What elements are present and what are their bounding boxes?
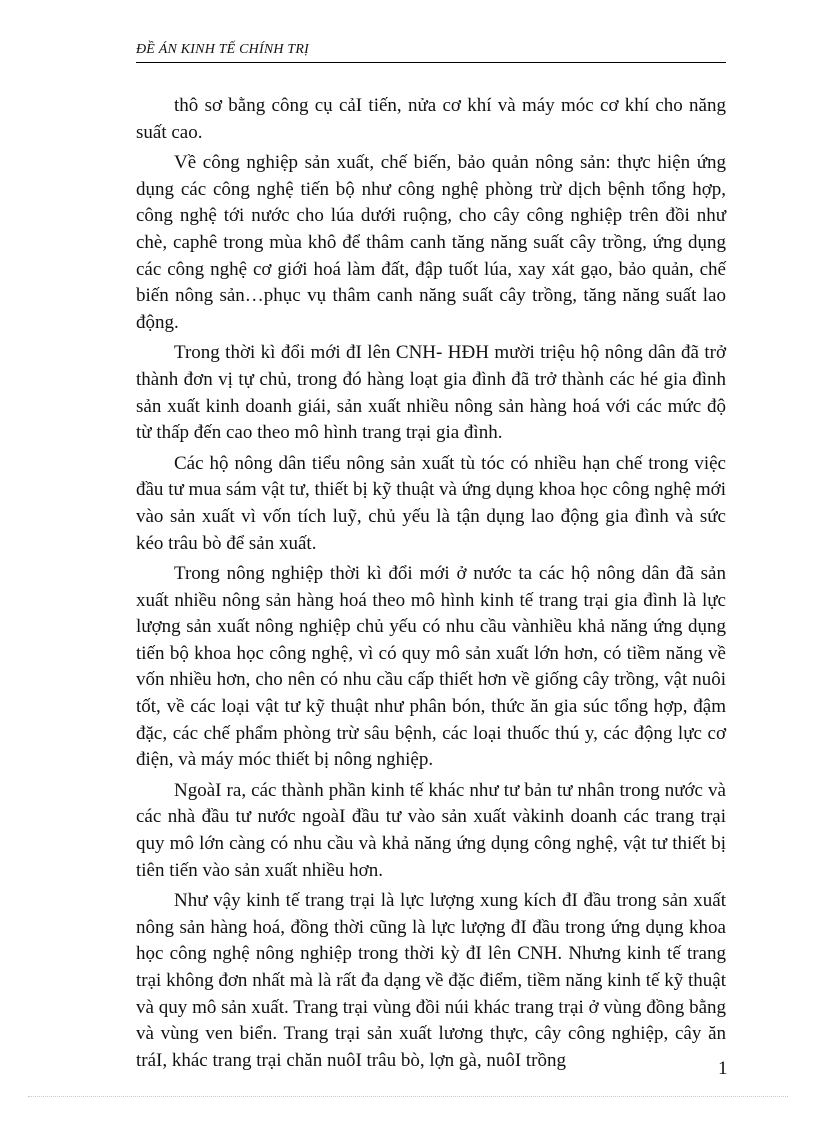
paragraph-continuation: thô sơ bằng công cụ cảI tiến, nửa cơ khí và máy móc cơ khí cho năng suất cao. [136, 95, 726, 143]
paragraph-industry-processing: Về công nghiệp sản xuất, chế biến, bảo quản nông sản: thực hiện ứng dụng các công nghệ tiến bộ như công nghệ phòng trừ dịch bệnh tổng hợp, công nghệ tới nước cho lúa dưới ruộng, cho cây công nghiệp trên đồi như chè, caphê trong mùa khô để thâm canh tăng năng suất cây trồng, ứng dụng các công nghệ cơ giới hoá làm đất, đập tuốt lúa, xay xát gạo, bảo quản, chế biến nông sản…phục vụ thâm canh năng suất cây trồng, tăng năng suất lao động. [136, 152, 726, 333]
paragraph-other-sectors: NgoàI ra, các thành phần kinh tế khác như tư bản tư nhân trong nước và các nhà đầu tư nước ngoàI đầu tư vào sản xuất vàkinh doanh các trang trại quy mô lớn càng có nhu cầu và khả năng ứng dụng công nghệ, vật tư thiết bị tiên tiến vào sản xuất nhiều hơn. [136, 779, 726, 881]
paragraph-family-farms: Trong nông nghiệp thời kì đổi mới ở nước ta các hộ nông dân đã sản xuất nhiều nông sản hàng hoá theo mô hình kinh tế trang trại gia đình là lực lượng sản xuất nông nghiệp chủ yếu có nhu cầu vànhiều khả năng ứng dụng tiến bộ khoa học công nghệ, vì có quy mô sản xuất lớn hơn, có tiềm năng về vốn nhiều hơn, cho nên có nhu cầu cấp thiết hơn về giống cây trồng, vật nuôi tốt, về các loại vật tư kỹ thuật như phân bón, thức ăn gia súc tổng hợp, đậm đặc, các chế phẩm phòng trừ sâu bệnh, các loại thuốc thú y, các động lực cơ điện, và máy móc thiết bị nông nghiệp. [136, 563, 726, 771]
running-header [136, 42, 726, 63]
footer-divider [28, 1096, 788, 1097]
document-body [136, 93, 726, 1078]
paragraph-farm-economy: Như vậy kinh tế trang trại là lực lượng xung kích đI đầu trong sản xuất nông sản hàng hoá, đồng thời cũng là lực lượng đI đầu trong ứng dụng khoa học công nghệ nông nghiệp trong thời kỳ đI lên CNH. Nhưng kinh tế trang trại không đơn nhất mà là rất đa dạng về đặc điểm, tiềm năng kinh tế kỹ thuật và quy mô sản xuất. Trang trại vùng đồi núi khác trang trại ở vùng đồng bằng và vùng ven biển. Trang trại sản xuất lương thực, cây công nghiệp, cây ăn tráI, khác trang trại chăn nuôI trâu bò, lợn gà, nuôI trồng [136, 890, 726, 1071]
header-title: ĐỀ ÁN KINH TẾ CHÍNH TRỊ [136, 42, 309, 57]
paragraph-household-units: Trong thời kì đổi mới đI lên CNH- HĐH mười triệu hộ nông dân đã trở thành đơn vị tự chủ, trong đó hàng loạt gia đình đã trở thành các hé gia đình sản xuất kinh doanh giái, sản xuất nhiều nông sản hàng hoá với các mức độ từ thấp đến cao theo mô hình trang trại gia đình. [136, 342, 726, 444]
page-number: 1 [718, 1058, 728, 1079]
paragraph-smallholders: Các hộ nông dân tiểu nông sản xuất tù tóc có nhiều hạn chế trong việc đầu tư mua sám vật tư, thiết bị kỹ thuật và ứng dụng khoa học công nghệ mới vào sản xuất vì vốn tích luỹ, chủ yếu là tận dụng lao động gia đình và sức kéo trâu bò để sản xuất. [136, 452, 726, 554]
